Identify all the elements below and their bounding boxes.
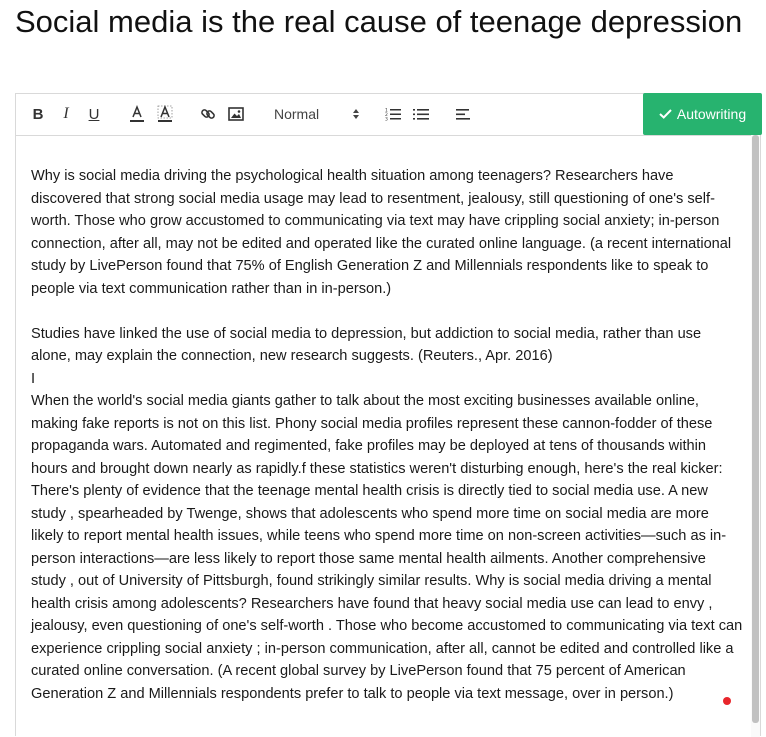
autowriting-button[interactable] xyxy=(643,93,762,135)
rich-text-editor xyxy=(15,93,761,736)
heading-select[interactable] xyxy=(274,103,360,125)
italic-button[interactable]: I xyxy=(63,105,69,122)
editor-toolbar xyxy=(16,94,760,136)
link-icon xyxy=(200,106,216,122)
font-color-icon xyxy=(129,105,145,123)
image-icon xyxy=(228,107,244,121)
editor-content[interactable] xyxy=(16,135,750,737)
ordered-list-icon xyxy=(385,107,401,121)
ordered-list-button[interactable] xyxy=(384,103,402,125)
svg-text:3: 3 xyxy=(385,117,388,121)
editor-text[interactable] xyxy=(31,165,743,705)
align-button[interactable] xyxy=(454,103,472,125)
background-color-button[interactable] xyxy=(156,103,174,125)
image-button[interactable] xyxy=(227,103,245,125)
background-color-icon xyxy=(157,105,173,123)
link-button[interactable] xyxy=(199,103,217,125)
autowriting-label: Autowriting xyxy=(676,106,747,122)
bullet-list-icon xyxy=(413,107,429,121)
page-title: Social media is the real cause of teenage depression xyxy=(15,4,743,39)
up-down-arrows-icon xyxy=(352,108,360,120)
font-color-button[interactable] xyxy=(128,103,146,125)
paragraph[interactable]: Studies have linked the use of social media to depression, but addiction to social media, rather than use alone, may explain the connection, new research suggests. (Reuters., Apr. 2016) I When the world's social media giants gather to talk about the most exciting businesses available online, making fake reports is not on this list. Phony social media profiles represent these cannon-fodder of these propaganda wars. Automated and regimented, fake profiles may be deployed at tens of thousands within hours and brought down nearly as rapidly.f these statistics weren't disturbing enough, here's the real kicker: There's plenty of evidence that the teenage mental health crisis is directly tied to social media use. A new study , spearheaded by Twenge, shows that adolescents who spend more time on social media are more likely to report mental health issues, while teens who spend more time on non-screen activities—such as in-person interactions—are less likely to report those same mental health ailments. Another comprehensive study , out of University of Pittsburgh, found strikingly similar results. Why is social media driving a mental health crisis among adolescents? Researchers have found that heavy social media use can lead to envy , jealousy, even questioning of one's self-worth . Those who become accustomed to communicating via text can experience crippling social anxiety ; in-person communication, after all, cannot be edited and controlled like a curated online conversation. (A recent global survey by LivePerson found that 75 percent of American Generation Z and Millennials respondents prefer to talk to people via text message, over in person.) xyxy=(31,325,743,702)
heading-select-value: Normal xyxy=(274,106,320,122)
paragraph-break xyxy=(31,300,743,323)
bold-button[interactable]: B xyxy=(32,105,44,123)
check-icon xyxy=(659,109,672,119)
paragraph[interactable]: Why is social media driving the psychological health situation among teenagers? Researchers have discovered that strong social media usage may lead to resentment, jealousy, still questioning of one's self-worth. Those who grow accustomed to communicating via text may have crippling social anxiety; in-person connection, after all, may not be edited and operated like the curated online language. (a recent international study by LivePerson found that 75% of English Generation Z and Millennials respondents like to speak to people via text communication rather than in in-person.) xyxy=(31,168,732,297)
scrollbar-thumb[interactable] xyxy=(752,135,759,723)
align-left-icon xyxy=(455,107,471,121)
bullet-list-button[interactable] xyxy=(412,103,430,125)
underline-button[interactable]: U xyxy=(88,105,100,123)
status-dot xyxy=(723,697,731,705)
vertical-scrollbar[interactable] xyxy=(751,135,760,737)
svg-text:2: 2 xyxy=(385,113,388,118)
svg-text:1: 1 xyxy=(385,108,388,114)
